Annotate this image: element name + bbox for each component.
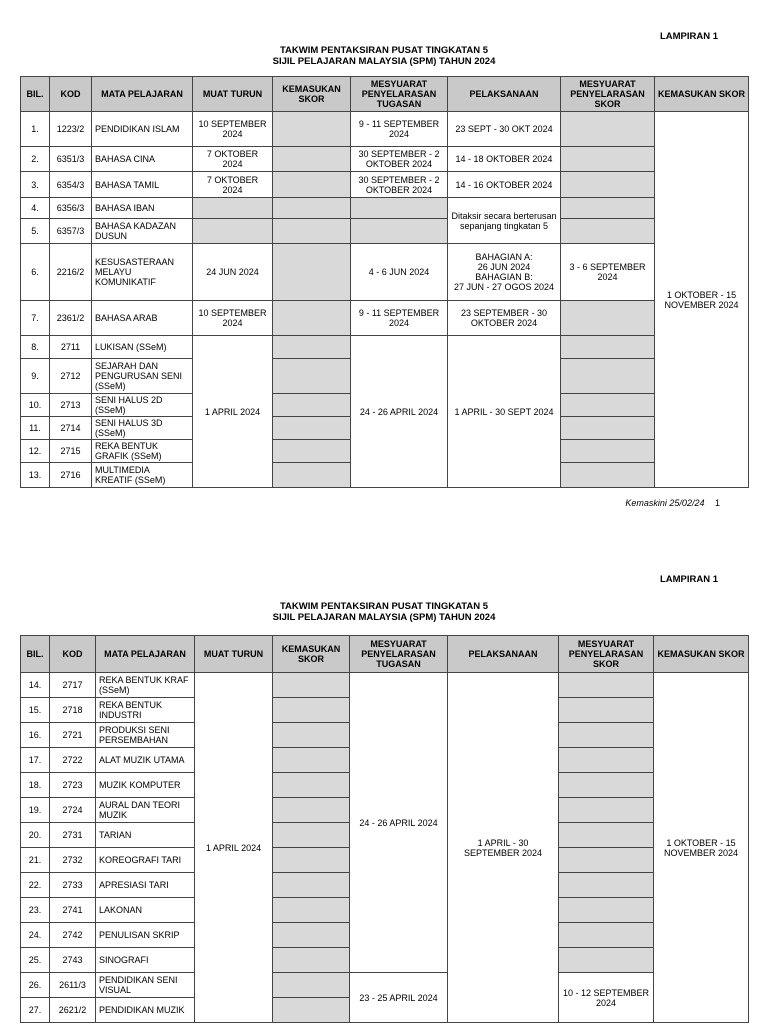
cell-bil: 1. bbox=[21, 112, 50, 147]
schedule-table-2 bbox=[20, 635, 749, 1023]
page-footer bbox=[625, 498, 720, 508]
cell-kemasukan-skor bbox=[273, 336, 351, 359]
col-pelaksanaan: PELAKSANAAN bbox=[448, 636, 559, 673]
cell-kemasukan-skor bbox=[273, 244, 351, 301]
cell-kemasukan-skor bbox=[273, 112, 351, 147]
cell-mata-pelajaran: REKA BENTUK INDUSTRI bbox=[96, 698, 195, 723]
cell-kemasukan-skor bbox=[273, 463, 351, 488]
cell-kemasukan-skor-2-merged: 1 OKTOBER - 15 NOVEMBER 2024 bbox=[655, 112, 749, 488]
table-row bbox=[21, 198, 749, 219]
cell-bil: 23. bbox=[21, 898, 50, 923]
cell-mesyuarat-skor bbox=[561, 172, 655, 198]
cell-bil: 26. bbox=[21, 973, 50, 998]
cell-mesyuarat-skor bbox=[559, 873, 654, 898]
table-row bbox=[21, 112, 749, 147]
cell-muat-turun: 10 SEPTEMBER 2024 bbox=[193, 112, 273, 147]
cell-bil: 20. bbox=[21, 823, 50, 848]
col-muat-turun: MUAT TURUN bbox=[193, 77, 273, 112]
cell-mesyuarat-skor bbox=[559, 773, 654, 798]
table-row bbox=[21, 673, 749, 698]
cell-mata-pelajaran: PENDIDIKAN SENI VISUAL bbox=[96, 973, 195, 998]
col-bil: BIL. bbox=[21, 77, 50, 112]
cell-mata-pelajaran: TARIAN bbox=[96, 823, 195, 848]
col-bil: BIL. bbox=[21, 636, 50, 673]
cell-mata-pelajaran: ALAT MUZIK UTAMA bbox=[96, 748, 195, 773]
cell-muat-turun: 7 OKTOBER 2024 bbox=[193, 172, 273, 198]
cell-kod: 2713 bbox=[50, 394, 92, 417]
cell-muat-turun-merged: 1 APRIL 2024 bbox=[193, 336, 273, 488]
cell-kod: 2611/3 bbox=[50, 973, 96, 998]
cell-mesyuarat-skor bbox=[561, 147, 655, 172]
table-header-row bbox=[21, 77, 749, 112]
cell-mesyuarat-tugasan: 30 SEPTEMBER - 2 OKTOBER 2024 bbox=[351, 172, 448, 198]
cell-kemasukan-skor bbox=[273, 898, 350, 923]
cell-mata-pelajaran: BAHASA CINA bbox=[92, 147, 193, 172]
cell-mesyuarat-tugasan: 4 - 6 JUN 2024 bbox=[351, 244, 448, 301]
col-pelaksanaan: PELAKSANAAN bbox=[448, 77, 561, 112]
table-row bbox=[21, 219, 749, 244]
cell-pelaksanaan-merged: 1 APRIL - 30 SEPT 2024 bbox=[448, 336, 561, 488]
cell-mesyuarat-skor bbox=[559, 798, 654, 823]
pelaksanaan-bahagian-b-date: 27 JUN - 27 OGOS 2024 bbox=[453, 282, 555, 292]
cell-mesyuarat-skor bbox=[559, 673, 654, 698]
table-row bbox=[21, 244, 749, 301]
cell-kod: 2741 bbox=[50, 898, 96, 923]
cell-kod: 2724 bbox=[50, 798, 96, 823]
cell-mesyuarat-tugasan-merged-b: 23 - 25 APRIL 2024 bbox=[350, 973, 448, 1023]
cell-mesyuarat-skor bbox=[561, 112, 655, 147]
col-kod: KOD bbox=[50, 77, 92, 112]
cell-mata-pelajaran: MULTIMEDIA KREATIF (SSeM) bbox=[92, 463, 193, 488]
cell-bil: 19. bbox=[21, 798, 50, 823]
cell-kod: 6351/3 bbox=[50, 147, 92, 172]
table-row bbox=[21, 172, 749, 198]
cell-bil: 8. bbox=[21, 336, 50, 359]
cell-mata-pelajaran: SENI HALUS 2D (SSeM) bbox=[92, 394, 193, 417]
cell-muat-turun: 10 SEPTEMBER 2024 bbox=[193, 301, 273, 336]
cell-mata-pelajaran: BAHASA KADAZAN DUSUN bbox=[92, 219, 193, 244]
cell-kod: 2621/2 bbox=[50, 998, 96, 1023]
cell-kod: 2714 bbox=[50, 417, 92, 440]
cell-kemasukan-skor bbox=[273, 948, 350, 973]
cell-mata-pelajaran: SEJARAH DAN PENGURUSAN SENI (SSeM) bbox=[92, 359, 193, 394]
cell-bil: 10. bbox=[21, 394, 50, 417]
cell-bil: 13. bbox=[21, 463, 50, 488]
cell-kod: 2717 bbox=[50, 673, 96, 698]
cell-kemasukan-skor-2-merged: 1 OKTOBER - 15 NOVEMBER 2024 bbox=[654, 673, 749, 1023]
title-line-2: SIJIL PELAJARAN MALAYSIA (SPM) TAHUN 2024 bbox=[272, 612, 496, 623]
cell-bil: 9. bbox=[21, 359, 50, 394]
cell-mata-pelajaran: KOREOGRAFI TARI bbox=[96, 848, 195, 873]
cell-kemasukan-skor bbox=[273, 698, 350, 723]
table-2-body bbox=[21, 673, 749, 1023]
cell-muat-turun: 7 OKTOBER 2024 bbox=[193, 147, 273, 172]
cell-kod: 2733 bbox=[50, 873, 96, 898]
cell-mesyuarat-tugasan-merged: 24 - 26 APRIL 2024 bbox=[350, 673, 448, 973]
cell-kod: 2723 bbox=[50, 773, 96, 798]
cell-mesyuarat-skor bbox=[559, 723, 654, 748]
cell-mesyuarat-skor bbox=[559, 748, 654, 773]
col-kemasukan-skor-2: KEMASUKAN SKOR bbox=[655, 77, 749, 112]
cell-mesyuarat-tugasan bbox=[351, 198, 448, 219]
cell-kemasukan-skor bbox=[273, 848, 350, 873]
cell-bil: 4. bbox=[21, 198, 50, 219]
table-row bbox=[21, 147, 749, 172]
cell-mata-pelajaran: APRESIASI TARI bbox=[96, 873, 195, 898]
cell-kod: 1223/2 bbox=[50, 112, 92, 147]
cell-kemasukan-skor bbox=[273, 219, 351, 244]
cell-kemasukan-skor bbox=[273, 973, 350, 998]
cell-mesyuarat-tugasan bbox=[351, 219, 448, 244]
cell-bil: 14. bbox=[21, 673, 50, 698]
cell-pelaksanaan bbox=[448, 244, 561, 301]
cell-kod: 2732 bbox=[50, 848, 96, 873]
cell-mata-pelajaran: REKA BENTUK KRAF (SSeM) bbox=[96, 673, 195, 698]
cell-pelaksanaan: 23 SEPTEMBER - 30 OKTOBER 2024 bbox=[448, 301, 561, 336]
cell-mesyuarat-skor bbox=[561, 394, 655, 417]
cell-mata-pelajaran: PENDIDIKAN ISLAM bbox=[92, 112, 193, 147]
cell-mata-pelajaran: PRODUKSI SENI PERSEMBAHAN bbox=[96, 723, 195, 748]
cell-mesyuarat-skor-merged: 10 - 12 SEPTEMBER 2024 bbox=[559, 973, 654, 1023]
cell-kemasukan-skor bbox=[273, 798, 350, 823]
cell-bil: 18. bbox=[21, 773, 50, 798]
cell-kod: 2718 bbox=[50, 698, 96, 723]
table-row bbox=[21, 301, 749, 336]
cell-kod: 6357/3 bbox=[50, 219, 92, 244]
cell-kemasukan-skor bbox=[273, 147, 351, 172]
col-kemasukan-skor-2: KEMASUKAN SKOR bbox=[654, 636, 749, 673]
pelaksanaan-bahagian-b-label: BAHAGIAN B: bbox=[475, 272, 533, 282]
cell-mesyuarat-skor bbox=[561, 219, 655, 244]
cell-pelaksanaan: 23 SEPT - 30 OKT 2024 bbox=[448, 112, 561, 147]
cell-mesyuarat-skor bbox=[559, 923, 654, 948]
cell-bil: 3. bbox=[21, 172, 50, 198]
cell-kemasukan-skor bbox=[273, 823, 350, 848]
col-mesyuarat-tugasan: MESYUARAT PENYELARASAN TUGASAN bbox=[350, 636, 448, 673]
page-number: 1 bbox=[714, 498, 720, 508]
cell-mesyuarat-tugasan: 9 - 11 SEPTEMBER 2024 bbox=[351, 301, 448, 336]
cell-kemasukan-skor bbox=[273, 748, 350, 773]
cell-mata-pelajaran: KESUSASTERAAN MELAYU KOMUNIKATIF bbox=[92, 244, 193, 301]
col-mesyuarat-skor: MESYUARAT PENYELARASAN SKOR bbox=[559, 636, 654, 673]
cell-mata-pelajaran: LAKONAN bbox=[96, 898, 195, 923]
cell-mata-pelajaran: LUKISAN (SSeM) bbox=[92, 336, 193, 359]
cell-muat-turun-merged: 1 APRIL 2024 bbox=[195, 673, 273, 1023]
lampiran-label: LAMPIRAN 1 bbox=[659, 31, 718, 42]
pelaksanaan-bahagian-a-label: BAHAGIAN A: bbox=[475, 252, 533, 262]
cell-kemasukan-skor bbox=[273, 359, 351, 394]
lampiran-label: LAMPIRAN 1 bbox=[659, 574, 718, 585]
cell-muat-turun bbox=[193, 198, 273, 219]
cell-pelaksanaan: 14 - 16 OKTOBER 2024 bbox=[448, 172, 561, 198]
cell-mesyuarat-tugasan: 9 - 11 SEPTEMBER 2024 bbox=[351, 112, 448, 147]
cell-mata-pelajaran: SENI HALUS 3D (SSeM) bbox=[92, 417, 193, 440]
cell-bil: 11. bbox=[21, 417, 50, 440]
cell-bil: 24. bbox=[21, 923, 50, 948]
cell-muat-turun: 24 JUN 2024 bbox=[193, 244, 273, 301]
cell-kod: 6356/3 bbox=[50, 198, 92, 219]
cell-mesyuarat-tugasan-merged: 24 - 26 APRIL 2024 bbox=[351, 336, 448, 488]
cell-mata-pelajaran: PENULISAN SKRIP bbox=[96, 923, 195, 948]
cell-bil: 21. bbox=[21, 848, 50, 873]
cell-mata-pelajaran: BAHASA ARAB bbox=[92, 301, 193, 336]
cell-kemasukan-skor bbox=[273, 923, 350, 948]
cell-kod: 2712 bbox=[50, 359, 92, 394]
cell-kod: 2216/2 bbox=[50, 244, 92, 301]
col-mesyuarat-tugasan: MESYUARAT PENYELARASAN TUGASAN bbox=[351, 77, 448, 112]
cell-kemasukan-skor bbox=[273, 873, 350, 898]
cell-kemasukan-skor bbox=[273, 394, 351, 417]
cell-mata-pelajaran: REKA BENTUK GRAFIK (SSeM) bbox=[92, 440, 193, 463]
cell-bil: 12. bbox=[21, 440, 50, 463]
col-kemasukan-skor: KEMASUKAN SKOR bbox=[273, 636, 350, 673]
cell-mesyuarat-skor bbox=[561, 440, 655, 463]
cell-kod: 2716 bbox=[50, 463, 92, 488]
col-mesyuarat-skor: MESYUARAT PENYELARASAN SKOR bbox=[561, 77, 655, 112]
table-row bbox=[21, 973, 749, 998]
col-mata-pelajaran: MATA PELAJARAN bbox=[92, 77, 193, 112]
pelaksanaan-bahagian-a-date: 26 JUN 2024 bbox=[477, 262, 531, 272]
cell-kod: 2361/2 bbox=[50, 301, 92, 336]
title-line-1: TAKWIM PENTAKSIRAN PUSAT TINGKATAN 5 bbox=[279, 601, 489, 612]
cell-bil: 25. bbox=[21, 948, 50, 973]
title-line-1: TAKWIM PENTAKSIRAN PUSAT TINGKATAN 5 bbox=[279, 45, 489, 56]
cell-kemasukan-skor bbox=[273, 198, 351, 219]
cell-kod: 2721 bbox=[50, 723, 96, 748]
cell-bil: 2. bbox=[21, 147, 50, 172]
cell-kod: 2731 bbox=[50, 823, 96, 848]
cell-mesyuarat-skor bbox=[559, 698, 654, 723]
document-title bbox=[0, 45, 768, 67]
cell-kemasukan-skor bbox=[273, 998, 350, 1023]
cell-mata-pelajaran: SINOGRAFI bbox=[96, 948, 195, 973]
cell-bil: 6. bbox=[21, 244, 50, 301]
schedule-table-1 bbox=[20, 76, 749, 488]
col-kemasukan-skor: KEMASUKAN SKOR bbox=[273, 77, 351, 112]
cell-mata-pelajaran: PENDIDIKAN MUZIK bbox=[96, 998, 195, 1023]
col-kod: KOD bbox=[50, 636, 96, 673]
cell-kemasukan-skor bbox=[273, 723, 350, 748]
cell-mesyuarat-skor bbox=[561, 336, 655, 359]
cell-kod: 2742 bbox=[50, 923, 96, 948]
cell-kod: 2722 bbox=[50, 748, 96, 773]
cell-pelaksanaan: 14 - 18 OKTOBER 2024 bbox=[448, 147, 561, 172]
cell-mesyuarat-skor bbox=[561, 463, 655, 488]
cell-bil: 17. bbox=[21, 748, 50, 773]
cell-mesyuarat-skor bbox=[561, 301, 655, 336]
cell-kemasukan-skor bbox=[273, 440, 351, 463]
cell-kemasukan-skor bbox=[273, 172, 351, 198]
col-muat-turun: MUAT TURUN bbox=[195, 636, 273, 673]
cell-mesyuarat-skor bbox=[561, 198, 655, 219]
cell-mesyuarat-skor bbox=[561, 359, 655, 394]
cell-kod: 2715 bbox=[50, 440, 92, 463]
cell-mesyuarat-skor bbox=[559, 848, 654, 873]
cell-mata-pelajaran: AURAL DAN TEORI MUZIK bbox=[96, 798, 195, 823]
cell-bil: 22. bbox=[21, 873, 50, 898]
page-2 bbox=[0, 545, 768, 1024]
cell-mata-pelajaran: MUZIK KOMPUTER bbox=[96, 773, 195, 798]
cell-mata-pelajaran: BAHASA IBAN bbox=[92, 198, 193, 219]
cell-bil: 27. bbox=[21, 998, 50, 1023]
updated-date: Kemaskini 25/02/24 bbox=[625, 498, 705, 508]
table-header-row bbox=[21, 636, 749, 673]
table-row bbox=[21, 336, 749, 359]
cell-bil: 5. bbox=[21, 219, 50, 244]
cell-bil: 7. bbox=[21, 301, 50, 336]
cell-mesyuarat-tugasan: 30 SEPTEMBER - 2 OKTOBER 2024 bbox=[351, 147, 448, 172]
cell-bil: 15. bbox=[21, 698, 50, 723]
cell-kod: 6354/3 bbox=[50, 172, 92, 198]
col-mata-pelajaran: MATA PELAJARAN bbox=[96, 636, 195, 673]
cell-pelaksanaan-merged: Ditaksir secara berterusan sepanjang tingkatan 5 bbox=[448, 198, 561, 244]
cell-kemasukan-skor bbox=[273, 417, 351, 440]
cell-mesyuarat-skor: 3 - 6 SEPTEMBER 2024 bbox=[561, 244, 655, 301]
cell-kod: 2743 bbox=[50, 948, 96, 973]
cell-mesyuarat-skor bbox=[561, 417, 655, 440]
cell-muat-turun bbox=[193, 219, 273, 244]
cell-mesyuarat-skor bbox=[559, 898, 654, 923]
title-line-2: SIJIL PELAJARAN MALAYSIA (SPM) TAHUN 2024 bbox=[272, 56, 496, 67]
cell-kemasukan-skor bbox=[273, 301, 351, 336]
cell-mata-pelajaran: BAHASA TAMIL bbox=[92, 172, 193, 198]
cell-bil: 16. bbox=[21, 723, 50, 748]
document-title bbox=[0, 601, 768, 623]
cell-kemasukan-skor bbox=[273, 673, 350, 698]
cell-kod: 2711 bbox=[50, 336, 92, 359]
cell-mesyuarat-skor bbox=[559, 948, 654, 973]
cell-mesyuarat-skor bbox=[559, 823, 654, 848]
cell-kemasukan-skor bbox=[273, 773, 350, 798]
cell-pelaksanaan-merged: 1 APRIL - 30 SEPTEMBER 2024 bbox=[448, 673, 559, 1023]
